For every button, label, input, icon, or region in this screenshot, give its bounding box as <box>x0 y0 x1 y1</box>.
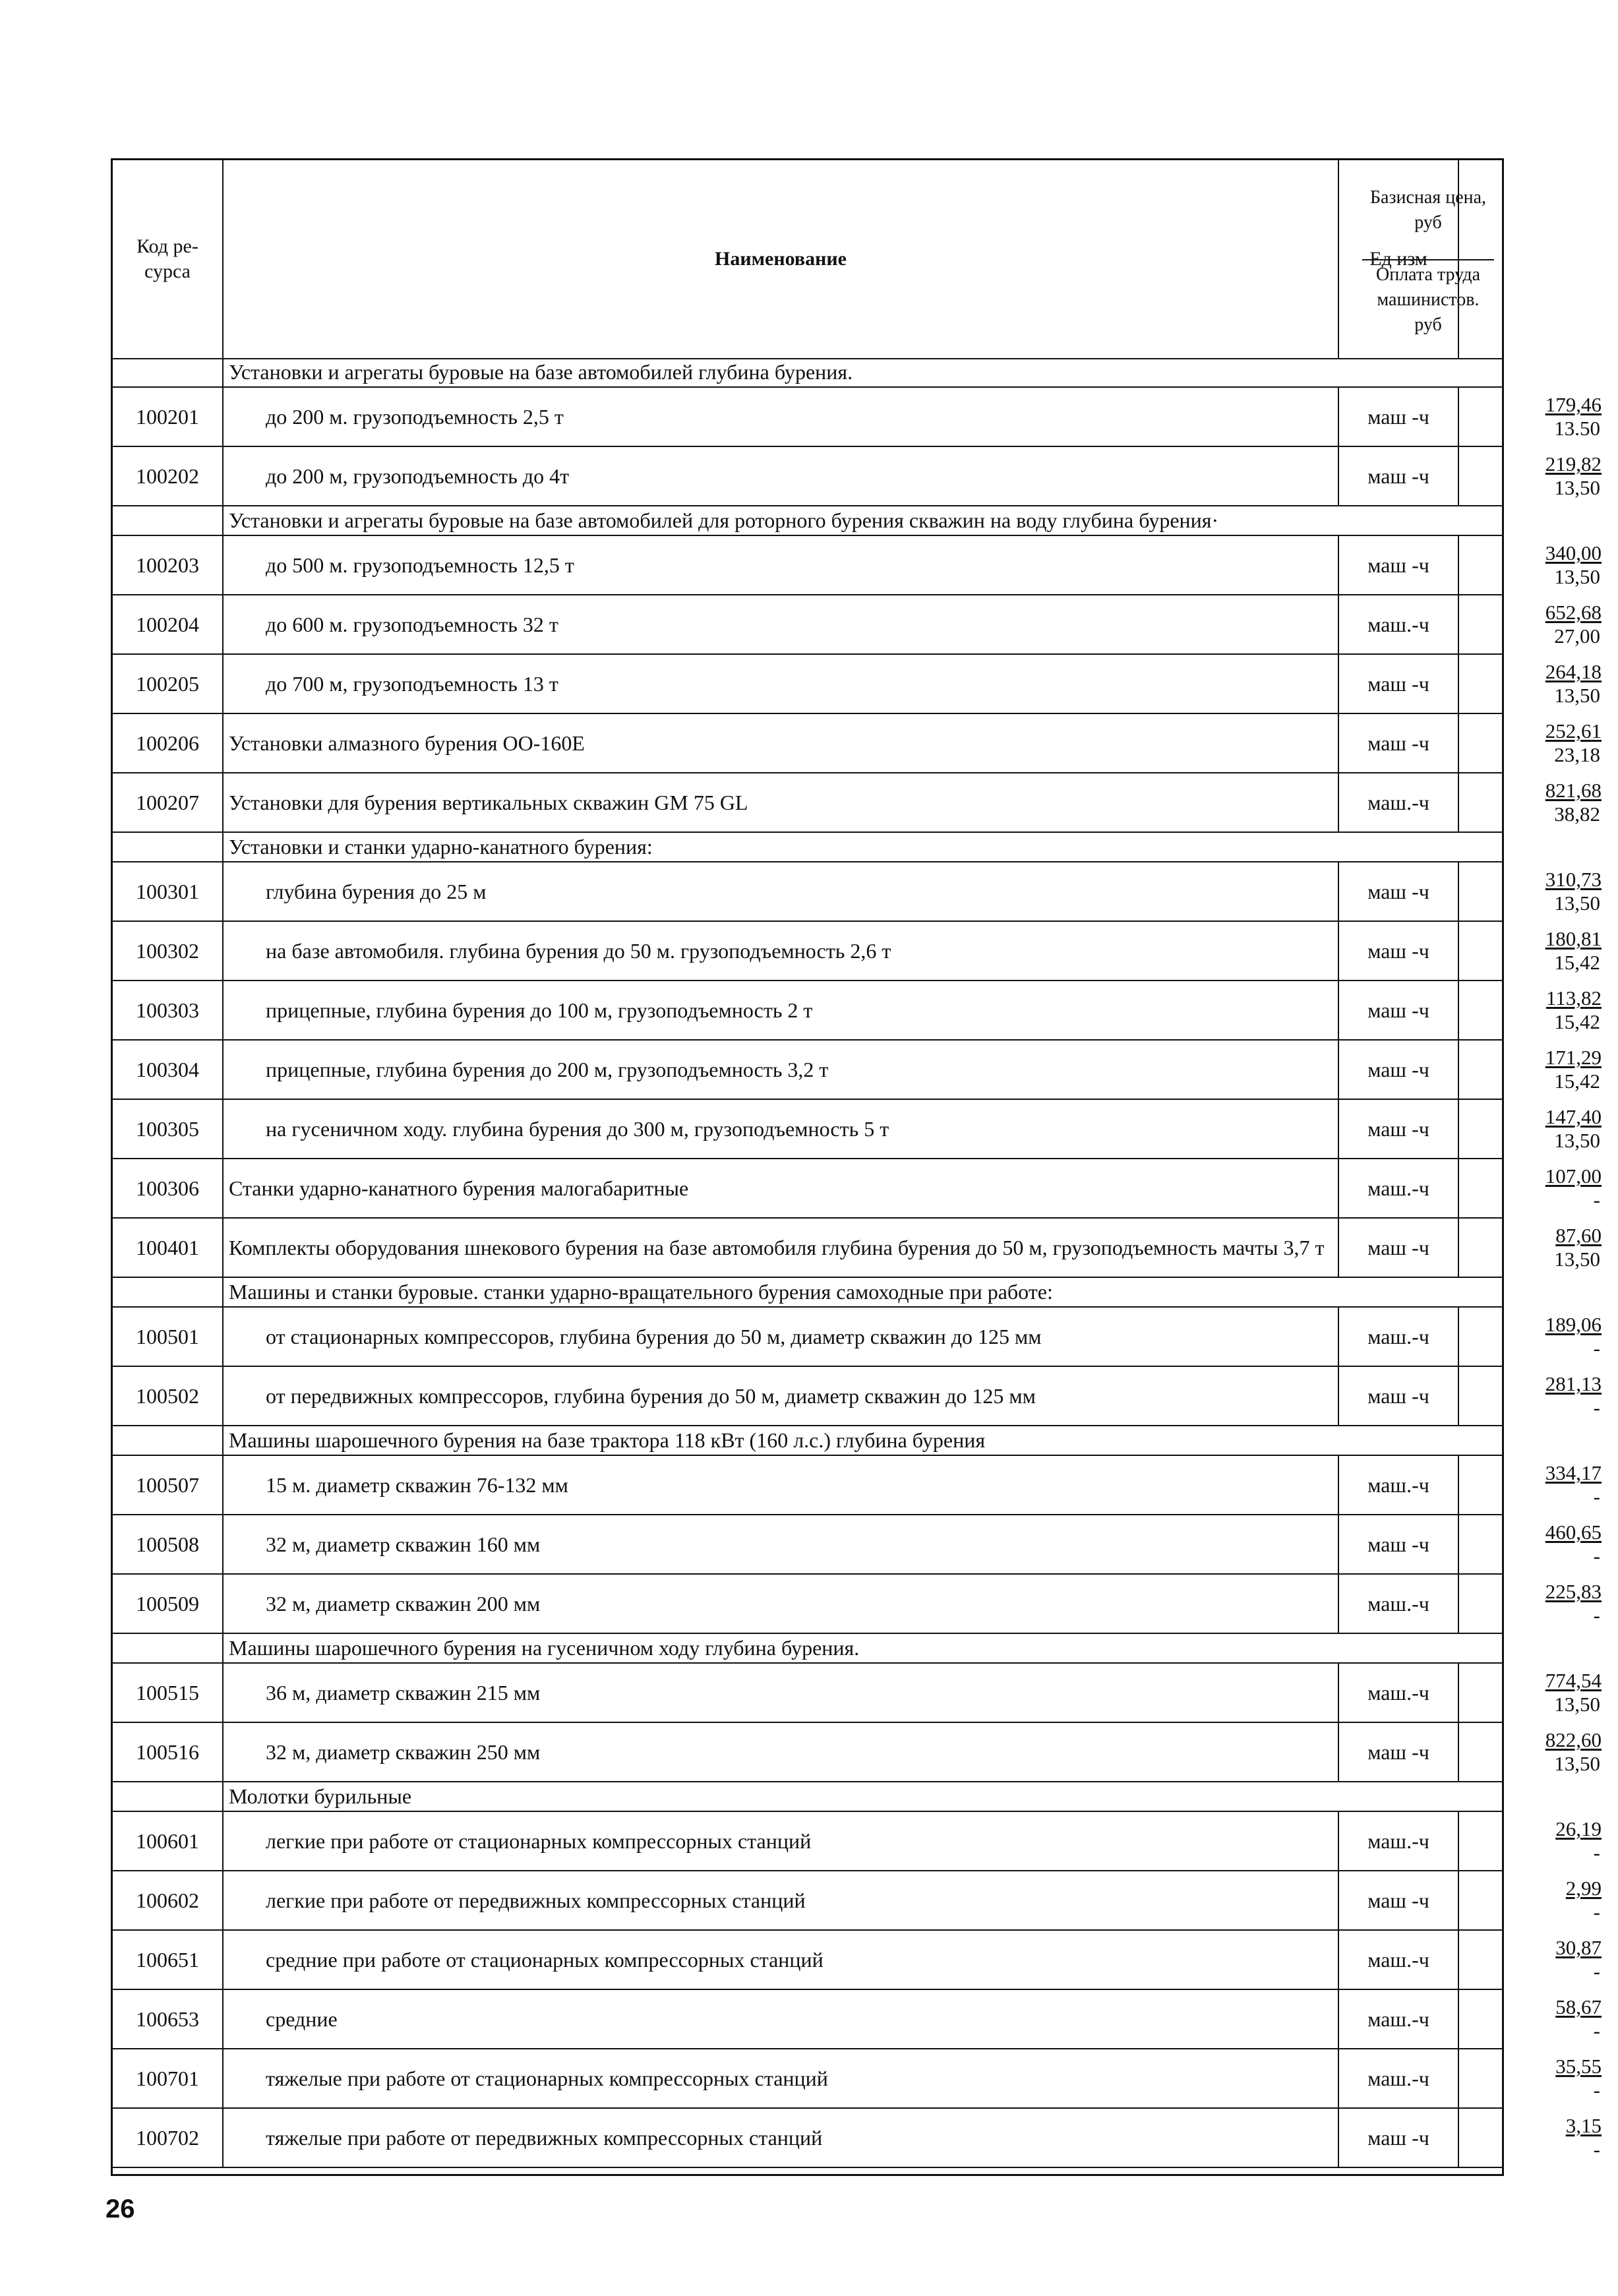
price-cell <box>1459 536 1605 594</box>
resource-code: 100651 <box>136 1947 199 1972</box>
resource-name: прицепные, глубина бурения до 100 м, грузоподъемность 2 т <box>266 998 813 1022</box>
base-price: 281,13 <box>1545 1372 1602 1395</box>
resource-code: 100205 <box>136 671 199 696</box>
table-row <box>113 862 1602 922</box>
operator-wage: 13,50 <box>1554 1129 1600 1152</box>
unit: маш -ч <box>1367 671 1429 696</box>
base-price: 30,87 <box>1555 1936 1602 1959</box>
base-price: 171,29 <box>1545 1046 1602 1069</box>
operator-wage: 13,50 <box>1554 684 1600 707</box>
resource-code: 100653 <box>136 2007 199 2031</box>
resource-name: 32 м, диаметр скважин 200 мм <box>266 1592 541 1616</box>
table-row <box>113 1308 1602 1367</box>
table-row <box>113 922 1602 981</box>
operator-wage: - <box>1593 1188 1600 1211</box>
header-price: Базисная цена, руб <box>1369 187 1487 233</box>
base-price: 180,81 <box>1545 927 1602 950</box>
unit: маш -ч <box>1367 1116 1429 1141</box>
resource-code: 100303 <box>136 998 199 1022</box>
table-row <box>113 388 1602 447</box>
operator-wage: - <box>1593 2078 1600 2101</box>
resource-name: 15 м. диаметр скважин 76-132 мм <box>266 1473 568 1497</box>
section-header <box>113 1634 1502 1664</box>
section-header <box>113 358 1502 388</box>
price-cell <box>1459 922 1605 980</box>
resource-name: Установки алмазного бурения ОО-160Е <box>229 731 585 755</box>
price-table <box>111 158 1602 2176</box>
resource-name: на гусеничном ходу. глубина бурения до 300 м, грузоподъемность 5 т <box>266 1117 889 1141</box>
unit: маш.-ч <box>1367 1947 1429 1972</box>
base-price: 35,55 <box>1555 2055 1602 2078</box>
operator-wage: - <box>1593 1900 1600 1923</box>
operator-wage: 13,50 <box>1554 1693 1600 1716</box>
column-divider <box>222 1782 224 1811</box>
base-price: 87,60 <box>1555 1224 1602 1247</box>
resource-code: 100306 <box>136 1176 199 1200</box>
section-header <box>113 1782 1502 1812</box>
operator-wage: 23,18 <box>1554 743 1600 766</box>
price-cell <box>1459 447 1605 505</box>
section-title: Установки и станки ударно-канатного бурения: <box>229 835 653 859</box>
base-price: 26,19 <box>1555 1817 1602 1840</box>
base-price: 189,06 <box>1545 1313 1602 1336</box>
unit: маш.-ч <box>1367 1680 1429 1705</box>
resource-name: 32 м, диаметр скважин 160 мм <box>266 1532 541 1556</box>
resource-name: до 500 м. грузоподъемность 12,5 т <box>266 553 574 577</box>
resource-code: 100701 <box>136 2066 199 2090</box>
resource-code: 100515 <box>136 1680 199 1705</box>
table-row <box>113 1456 1602 1515</box>
resource-name: 36 м, диаметр скважин 215 мм <box>266 1681 541 1705</box>
column-divider <box>222 1426 224 1455</box>
table-row <box>113 773 1602 833</box>
base-price: 179,46 <box>1545 393 1602 416</box>
unit: маш -ч <box>1367 2125 1429 2150</box>
resource-name: Комплекты оборудования шнекового бурения на базе автомобиля глубина бурения до 50 м, грузоподъемность мачты 3,7 т <box>229 1236 1325 1259</box>
price-cell <box>1459 595 1605 653</box>
price-cell <box>1459 1041 1605 1099</box>
operator-wage: 13,50 <box>1554 565 1600 588</box>
unit: маш.-ч <box>1367 1176 1429 1200</box>
table-row <box>113 1041 1602 1100</box>
table-row <box>113 1931 1602 1990</box>
unit: маш.-ч <box>1367 1324 1429 1348</box>
table-row <box>113 595 1602 655</box>
price-cell <box>1459 655 1605 713</box>
section-title: Машины и станки буровые. станки ударно-вращательного бурения самоходные при работе: <box>229 1280 1053 1304</box>
price-cell <box>1459 1515 1605 1573</box>
base-price: 252,61 <box>1545 719 1602 742</box>
section-title: Молотки бурильные <box>229 1784 412 1808</box>
base-price: 107,00 <box>1545 1164 1602 1188</box>
price-cell <box>1459 1159 1605 1217</box>
resource-name: Станки ударно-канатного бурения малогабаритные <box>229 1176 689 1200</box>
column-divider <box>222 1278 224 1306</box>
resource-name: легкие при работе от передвижных компрессорных станций <box>266 1888 806 1912</box>
resource-name: прицепные, глубина бурения до 200 м, грузоподъемность 3,2 т <box>266 1058 829 1081</box>
resource-name: до 600 м. грузоподъемность 32 т <box>266 613 558 636</box>
table-row <box>113 1723 1602 1782</box>
section-title: Машины шарошечного бурения на гусеничном ходу глубина бурения. <box>229 1636 860 1660</box>
unit: маш.-ч <box>1367 1591 1429 1616</box>
column-divider <box>222 1634 224 1662</box>
price-cell <box>1459 862 1605 921</box>
base-price: 774,54 <box>1545 1669 1602 1692</box>
header-price-block <box>1354 160 1502 358</box>
unit: маш -ч <box>1367 731 1429 755</box>
section-title: Установки и агрегаты буровые на базе автомобилей для роторного бурения скважин на воду глубина бурения· <box>229 508 1219 532</box>
header-code: Код ре- сурса <box>136 235 198 282</box>
table-row <box>113 1664 1602 1723</box>
resource-code: 100502 <box>136 1383 199 1408</box>
column-divider <box>222 833 224 861</box>
price-cell <box>1459 1456 1605 1514</box>
resource-name: 32 м, диаметр скважин 250 мм <box>266 1740 541 1764</box>
resource-name: глубина бурения до 25 м <box>266 880 487 903</box>
unit: маш -ч <box>1367 879 1429 903</box>
operator-wage: - <box>1593 1485 1600 1508</box>
table-row <box>113 655 1602 714</box>
resource-code: 100302 <box>136 938 199 963</box>
operator-wage: 13,50 <box>1554 891 1600 915</box>
unit: маш -ч <box>1367 938 1429 963</box>
resource-code: 100507 <box>136 1472 199 1497</box>
unit: маш.-ч <box>1367 2066 1429 2090</box>
resource-name: тяжелые при работе от стационарных компрессорных станций <box>266 2067 828 2090</box>
table-header <box>113 160 1502 359</box>
price-cell <box>1459 1367 1605 1425</box>
operator-wage: - <box>1593 1337 1600 1360</box>
table-row <box>113 1812 1602 1871</box>
unit: маш -ч <box>1367 1739 1429 1764</box>
unit: маш.-ч <box>1367 1472 1429 1497</box>
table-row <box>113 1575 1602 1634</box>
table-row <box>113 1100 1602 1159</box>
resource-name: Установки для бурения вертикальных скважин GM 75 GL <box>229 791 748 814</box>
unit: маш -ч <box>1367 1532 1429 1556</box>
resource-code: 100207 <box>136 790 199 814</box>
resource-name: легкие при работе от стационарных компрессорных станций <box>266 1829 812 1853</box>
unit: маш -ч <box>1367 1383 1429 1408</box>
unit: маш -ч <box>1367 464 1429 488</box>
base-price: 225,83 <box>1545 1580 1602 1603</box>
base-price: 2,99 <box>1565 1877 1602 1900</box>
table-row <box>113 2109 1602 2168</box>
table-row <box>113 1990 1602 2049</box>
resource-code: 100401 <box>136 1235 199 1259</box>
resource-code: 100508 <box>136 1532 199 1556</box>
base-price: 821,68 <box>1545 779 1602 802</box>
section-header <box>113 1426 1502 1456</box>
resource-code: 100304 <box>136 1057 199 1081</box>
operator-wage: 15,42 <box>1554 1070 1600 1093</box>
section-header <box>113 1278 1502 1308</box>
unit: маш -ч <box>1367 1888 1429 1912</box>
header-wage: Оплата труда машинистов. руб <box>1375 264 1480 335</box>
base-price: 219,82 <box>1545 452 1602 475</box>
header-name: Наименование <box>715 248 847 270</box>
operator-wage: 15,42 <box>1554 951 1600 974</box>
price-cell <box>1459 1664 1605 1722</box>
resource-code: 100201 <box>136 404 199 429</box>
resource-name: средние при работе от стационарных компрессорных станций <box>266 1948 824 1972</box>
resource-code: 100202 <box>136 464 199 488</box>
unit: маш -ч <box>1367 1235 1429 1259</box>
table-row <box>113 714 1602 773</box>
table-row <box>113 1219 1602 1278</box>
operator-wage: - <box>1593 1960 1600 1983</box>
price-cell <box>1459 1308 1605 1366</box>
operator-wage: 27,00 <box>1554 624 1600 648</box>
resource-code: 100601 <box>136 1828 199 1853</box>
price-cell <box>1459 1990 1605 2048</box>
unit: маш.-ч <box>1367 612 1429 636</box>
resource-code: 100509 <box>136 1591 199 1616</box>
operator-wage: - <box>1593 1396 1600 1419</box>
price-cell <box>1459 714 1605 772</box>
operator-wage: 13,50 <box>1554 476 1600 499</box>
price-cell <box>1459 388 1605 446</box>
resource-name: тяжелые при работе от передвижных компрессорных станций <box>266 2126 823 2150</box>
section-title: Машины шарошечного бурения на базе трактора 118 кВт (160 л.с.) глубина бурения <box>229 1428 986 1452</box>
resource-name: от стационарных компрессоров, глубина бурения до 50 м, диаметр скважин до 125 мм <box>266 1325 1042 1348</box>
resource-name: до 200 м. грузоподъемность 2,5 т <box>266 405 564 429</box>
base-price: 264,18 <box>1545 660 1602 683</box>
table-row <box>113 1159 1602 1219</box>
table-row <box>113 1367 1602 1426</box>
resource-name: средние <box>266 2007 338 2031</box>
section-header <box>113 506 1502 536</box>
table-row <box>113 1515 1602 1575</box>
operator-wage: 15,42 <box>1554 1010 1600 1033</box>
operator-wage: 13.50 <box>1554 417 1600 440</box>
section-title: Установки и агрегаты буровые на базе автомобилей глубина бурения. <box>229 360 853 384</box>
base-price: 310,73 <box>1545 868 1602 891</box>
price-cell <box>1459 1723 1605 1781</box>
unit: маш.-ч <box>1367 790 1429 814</box>
operator-wage: - <box>1593 2019 1600 2042</box>
base-price: 147,40 <box>1545 1105 1602 1128</box>
base-price: 58,67 <box>1555 1995 1602 2018</box>
price-cell <box>1459 1871 1605 1929</box>
resource-code: 100501 <box>136 1324 199 1348</box>
price-cell <box>1459 773 1605 831</box>
base-price: 113,82 <box>1545 986 1602 1010</box>
column-divider <box>222 506 224 535</box>
resource-code: 100203 <box>136 553 199 577</box>
resource-code: 100204 <box>136 612 199 636</box>
section-header <box>113 833 1502 862</box>
unit: маш -ч <box>1367 404 1429 429</box>
header-price-divider <box>1362 259 1494 260</box>
price-cell <box>1459 1219 1605 1277</box>
operator-wage: - <box>1593 1544 1600 1567</box>
table-row <box>113 1871 1602 1931</box>
resource-code: 100702 <box>136 2125 199 2150</box>
page-number: 26 <box>105 2194 135 2223</box>
operator-wage: - <box>1593 2138 1600 2161</box>
base-price: 334,17 <box>1545 1461 1602 1484</box>
price-cell <box>1459 1931 1605 1989</box>
base-price: 340,00 <box>1545 541 1602 564</box>
unit: маш.-ч <box>1367 2007 1429 2031</box>
price-cell <box>1459 2109 1605 2167</box>
base-price: 652,68 <box>1545 601 1602 624</box>
resource-code: 100301 <box>136 879 199 903</box>
resource-name: от передвижных компрессоров, глубина бурения до 50 м, диаметр скважин до 125 мм <box>266 1384 1036 1408</box>
price-cell <box>1459 1575 1605 1633</box>
operator-wage: 13,50 <box>1554 1752 1600 1775</box>
base-price: 460,65 <box>1545 1521 1602 1544</box>
unit: маш -ч <box>1367 1057 1429 1081</box>
resource-code: 100602 <box>136 1888 199 1912</box>
operator-wage: - <box>1593 1604 1600 1627</box>
operator-wage: - <box>1593 1841 1600 1864</box>
resource-code: 100206 <box>136 731 199 755</box>
unit: маш.-ч <box>1367 1828 1429 1853</box>
header-unit: Ед изм <box>1369 248 1427 270</box>
table-row <box>113 536 1602 595</box>
table-row <box>113 447 1602 506</box>
price-cell <box>1459 1812 1605 1870</box>
resource-code: 100305 <box>136 1116 199 1141</box>
price-cell <box>1459 1100 1605 1158</box>
operator-wage: 38,82 <box>1554 802 1600 826</box>
resource-name: до 700 м, грузоподъемность 13 т <box>266 672 558 696</box>
operator-wage: 13,50 <box>1554 1248 1600 1271</box>
column-divider <box>222 358 224 386</box>
resource-code: 100516 <box>136 1739 199 1764</box>
base-price: 822,60 <box>1545 1728 1602 1751</box>
unit: маш -ч <box>1367 998 1429 1022</box>
resource-name: до 200 м, грузоподъемность до 4т <box>266 464 570 488</box>
table-row <box>113 981 1602 1041</box>
price-cell <box>1459 981 1605 1039</box>
unit: маш -ч <box>1367 553 1429 577</box>
table-row <box>113 2049 1602 2109</box>
price-cell <box>1459 2049 1605 2107</box>
resource-name: на базе автомобиля. глубина бурения до 50 м. грузоподъемность 2,6 т <box>266 939 891 963</box>
base-price: 3,15 <box>1565 2114 1602 2137</box>
